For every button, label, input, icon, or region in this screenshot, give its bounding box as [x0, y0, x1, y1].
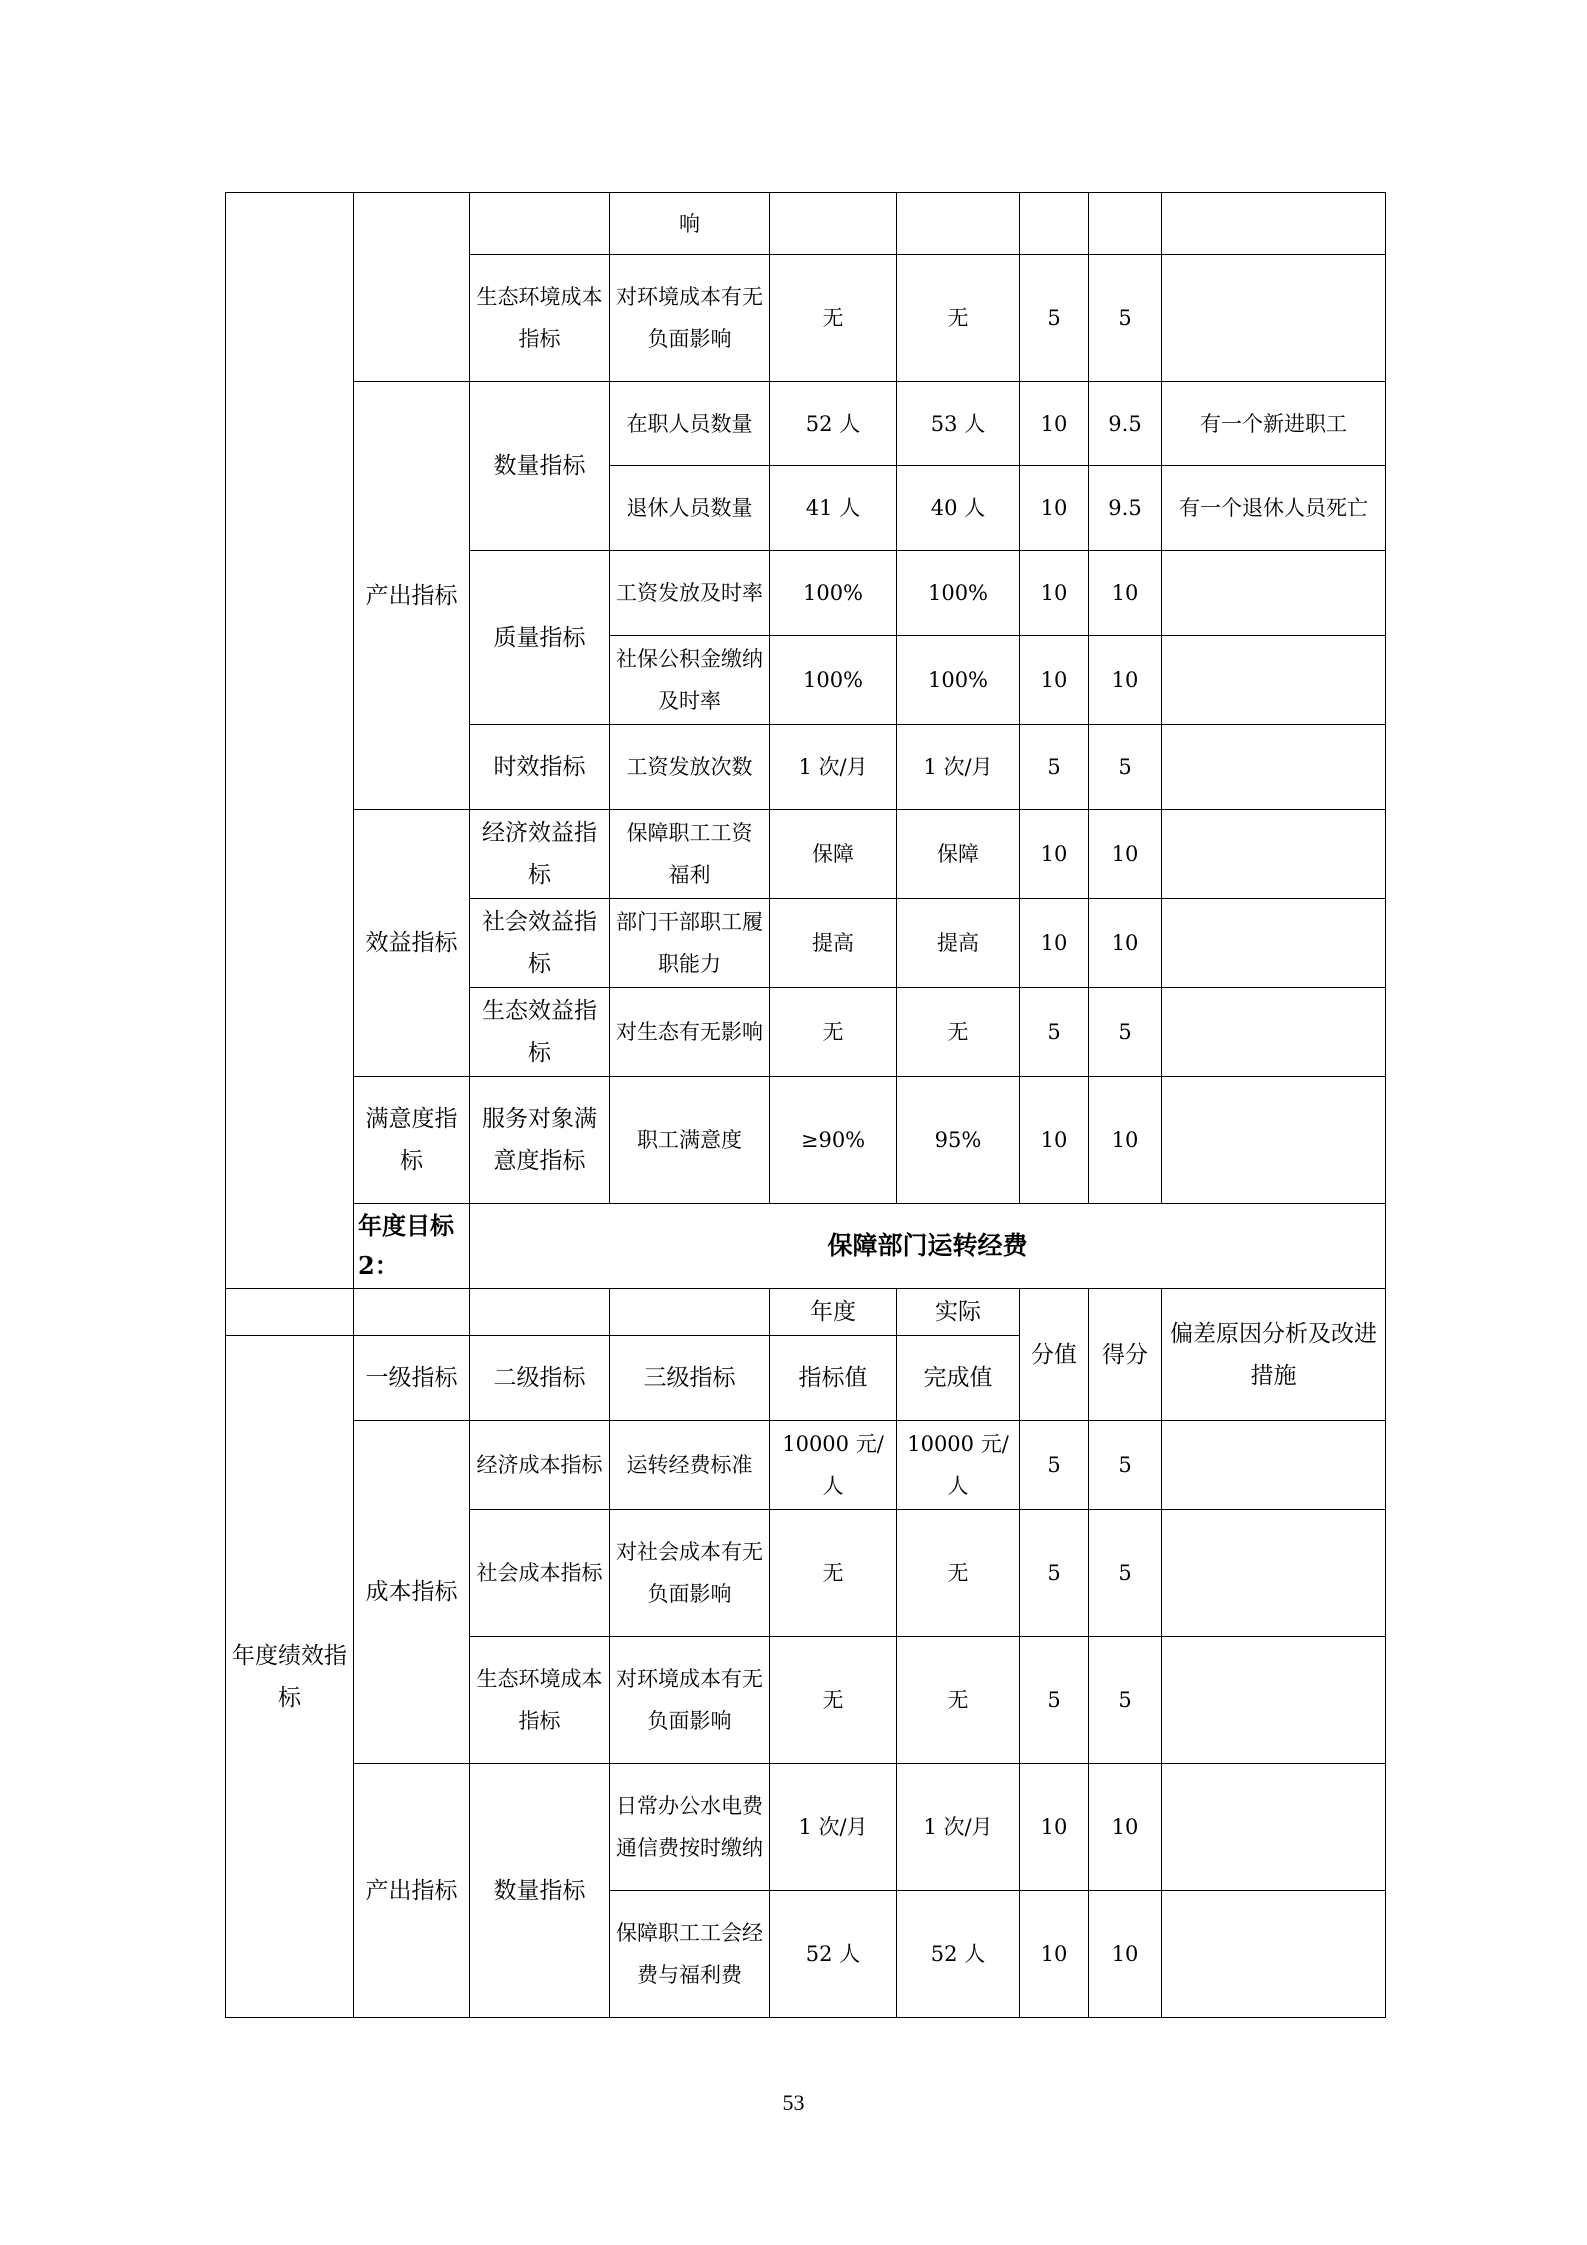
second-level-cell: 经济效益指标: [470, 810, 610, 899]
target-value-cell: 52 人: [770, 382, 897, 466]
earned-score-cell: 5: [1089, 255, 1162, 382]
header-cell: 指标值: [770, 1336, 897, 1421]
third-level-cell: 职工满意度: [610, 1077, 770, 1204]
second-level-cell: 社会效益指标: [470, 899, 610, 988]
actual-value-cell: 52 人: [897, 1891, 1020, 2018]
target-value-cell: 100%: [770, 551, 897, 636]
score-cell: 5: [1020, 1421, 1089, 1510]
actual-value-cell: 无: [897, 1510, 1020, 1637]
goal-text: 保障部门运转经费: [470, 1204, 1386, 1289]
target-value-cell: 保障: [770, 810, 897, 899]
deviation-cell: [1162, 1637, 1386, 1764]
actual-value-cell: 1 次/月: [897, 725, 1020, 810]
score-cell: 5: [1020, 1637, 1089, 1764]
target-value-cell: [770, 193, 897, 255]
header-cell: 完成值: [897, 1336, 1020, 1421]
second-level-cell: 服务对象满意度指标: [470, 1077, 610, 1204]
table-row: [226, 382, 1386, 466]
first-level-cell: 效益指标: [354, 810, 470, 1077]
third-level-cell: 日常办公水电费通信费按时缴纳: [610, 1764, 770, 1891]
second-level-cell: 经济成本指标: [470, 1421, 610, 1510]
table-row: [226, 810, 1386, 899]
target-value-cell: 100%: [770, 636, 897, 725]
score-cell: 10: [1020, 466, 1089, 551]
table-row: [226, 1077, 1386, 1204]
goal-label: 年度目标 2：: [354, 1204, 470, 1289]
section-label-cell: 年度绩效指标: [226, 1336, 354, 2018]
first-level-cell: 满意度指标: [354, 1077, 470, 1204]
header-row: [226, 1289, 1386, 1336]
first-level-cell: 产出指标: [354, 1764, 470, 2018]
target-value-cell: 提高: [770, 899, 897, 988]
goal-row: [226, 1204, 1386, 1289]
score-cell: 10: [1020, 899, 1089, 988]
third-level-cell: 社保公积金缴纳及时率: [610, 636, 770, 725]
first-level-cell: 成本指标: [354, 1421, 470, 1764]
deviation-cell: [1162, 1077, 1386, 1204]
page-number: 53: [782, 2090, 805, 2115]
header-cell: 一级指标: [354, 1336, 470, 1421]
actual-value-cell: 保障: [897, 810, 1020, 899]
earned-score-cell: 10: [1089, 899, 1162, 988]
target-value-cell: 10000 元/人: [770, 1421, 897, 1510]
third-level-cell: 工资发放及时率: [610, 551, 770, 636]
score-cell: 10: [1020, 1077, 1089, 1204]
actual-value-cell: 53 人: [897, 382, 1020, 466]
actual-value-cell: 100%: [897, 551, 1020, 636]
earned-score-cell: 10: [1089, 636, 1162, 725]
score-cell: 5: [1020, 725, 1089, 810]
table-row: [226, 1421, 1386, 1510]
actual-value-cell: 40 人: [897, 466, 1020, 551]
score-cell: 10: [1020, 810, 1089, 899]
third-level-cell: 部门干部职工履职能力: [610, 899, 770, 988]
deviation-cell: [1162, 899, 1386, 988]
header-cell: 年度: [770, 1289, 897, 1336]
first-level-cell: [354, 193, 470, 382]
actual-value-cell: [897, 193, 1020, 255]
deviation-cell: [1162, 551, 1386, 636]
deviation-cell: [1162, 636, 1386, 725]
header-cell: 二级指标: [470, 1336, 610, 1421]
deviation-cell: [1162, 1421, 1386, 1510]
deviation-cell: [1162, 810, 1386, 899]
third-level-cell: 保障职工工资 福利: [610, 810, 770, 899]
target-value-cell: 无: [770, 988, 897, 1077]
target-value-cell: 无: [770, 1637, 897, 1764]
score-cell: 10: [1020, 382, 1089, 466]
second-level-cell: 生态效益指标: [470, 988, 610, 1077]
target-value-cell: 52 人: [770, 1891, 897, 2018]
earned-score-cell: 5: [1089, 988, 1162, 1077]
second-level-cell: 时效指标: [470, 725, 610, 810]
score-cell: [1020, 193, 1089, 255]
target-value-cell: 无: [770, 1510, 897, 1637]
third-level-cell: 响: [610, 193, 770, 255]
header-cell: [226, 1289, 354, 1336]
third-level-cell: 对社会成本有无负面影响: [610, 1510, 770, 1637]
score-cell: 10: [1020, 1891, 1089, 2018]
deviation-cell: [1162, 725, 1386, 810]
header-cell: 偏差原因分析及改进措施: [1162, 1289, 1386, 1421]
earned-score-cell: 10: [1089, 1764, 1162, 1891]
header-cell: [354, 1289, 470, 1336]
actual-value-cell: 100%: [897, 636, 1020, 725]
actual-value-cell: 无: [897, 1637, 1020, 1764]
deviation-cell: 有一个新进职工: [1162, 382, 1386, 466]
third-level-cell: 工资发放次数: [610, 725, 770, 810]
actual-value-cell: 1 次/月: [897, 1764, 1020, 1891]
header-cell: 三级指标: [610, 1336, 770, 1421]
actual-value-cell: 10000 元/人: [897, 1421, 1020, 1510]
header-cell: 分值: [1020, 1289, 1089, 1421]
target-value-cell: ≥90%: [770, 1077, 897, 1204]
actual-value-cell: 无: [897, 988, 1020, 1077]
earned-score-cell: [1089, 193, 1162, 255]
deviation-cell: [1162, 193, 1386, 255]
second-level-cell: 生态环境成本指标: [470, 1637, 610, 1764]
header-cell: 得分: [1089, 1289, 1162, 1421]
second-level-cell: 数量指标: [470, 1764, 610, 2018]
earned-score-cell: 5: [1089, 1510, 1162, 1637]
earned-score-cell: 5: [1089, 1421, 1162, 1510]
second-level-cell: 数量指标: [470, 382, 610, 551]
score-cell: 5: [1020, 988, 1089, 1077]
performance-table: [225, 192, 1386, 2018]
earned-score-cell: 10: [1089, 810, 1162, 899]
second-level-cell: 生态环境成本指标: [470, 255, 610, 382]
earned-score-cell: 5: [1089, 725, 1162, 810]
third-level-cell: 退休人员数量: [610, 466, 770, 551]
table-row: [226, 1764, 1386, 1891]
table-row: [226, 193, 1386, 255]
second-level-cell: [470, 193, 610, 255]
second-level-cell: 社会成本指标: [470, 1510, 610, 1637]
deviation-cell: [1162, 1764, 1386, 1891]
first-level-cell: 产出指标: [354, 382, 470, 810]
third-level-cell: 保障职工工会经费与福利费: [610, 1891, 770, 2018]
earned-score-cell: 10: [1089, 1891, 1162, 2018]
earned-score-cell: 5: [1089, 1637, 1162, 1764]
earned-score-cell: 10: [1089, 1077, 1162, 1204]
target-value-cell: 41 人: [770, 466, 897, 551]
actual-value-cell: 95%: [897, 1077, 1020, 1204]
header-cell: [610, 1289, 770, 1336]
second-level-cell: 质量指标: [470, 551, 610, 725]
header-cell: 实际: [897, 1289, 1020, 1336]
deviation-cell: [1162, 1510, 1386, 1637]
actual-value-cell: 提高: [897, 899, 1020, 988]
third-level-cell: 对环境成本有无负面影响: [610, 255, 770, 382]
third-level-cell: 对环境成本有无负面影响: [610, 1637, 770, 1764]
score-cell: 10: [1020, 636, 1089, 725]
third-level-cell: 运转经费标准: [610, 1421, 770, 1510]
target-value-cell: 无: [770, 255, 897, 382]
deviation-cell: [1162, 255, 1386, 382]
section-label-cell: [226, 193, 354, 1289]
earned-score-cell: 9.5: [1089, 466, 1162, 551]
third-level-cell: 在职人员数量: [610, 382, 770, 466]
actual-value-cell: 无: [897, 255, 1020, 382]
deviation-cell: [1162, 1891, 1386, 2018]
target-value-cell: 1 次/月: [770, 1764, 897, 1891]
score-cell: 10: [1020, 1764, 1089, 1891]
deviation-cell: 有一个退休人员死亡: [1162, 466, 1386, 551]
score-cell: 10: [1020, 551, 1089, 636]
score-cell: 5: [1020, 1510, 1089, 1637]
score-cell: 5: [1020, 255, 1089, 382]
header-cell: [470, 1289, 610, 1336]
target-value-cell: 1 次/月: [770, 725, 897, 810]
earned-score-cell: 9.5: [1089, 382, 1162, 466]
earned-score-cell: 10: [1089, 551, 1162, 636]
third-level-cell: 对生态有无影响: [610, 988, 770, 1077]
deviation-cell: [1162, 988, 1386, 1077]
